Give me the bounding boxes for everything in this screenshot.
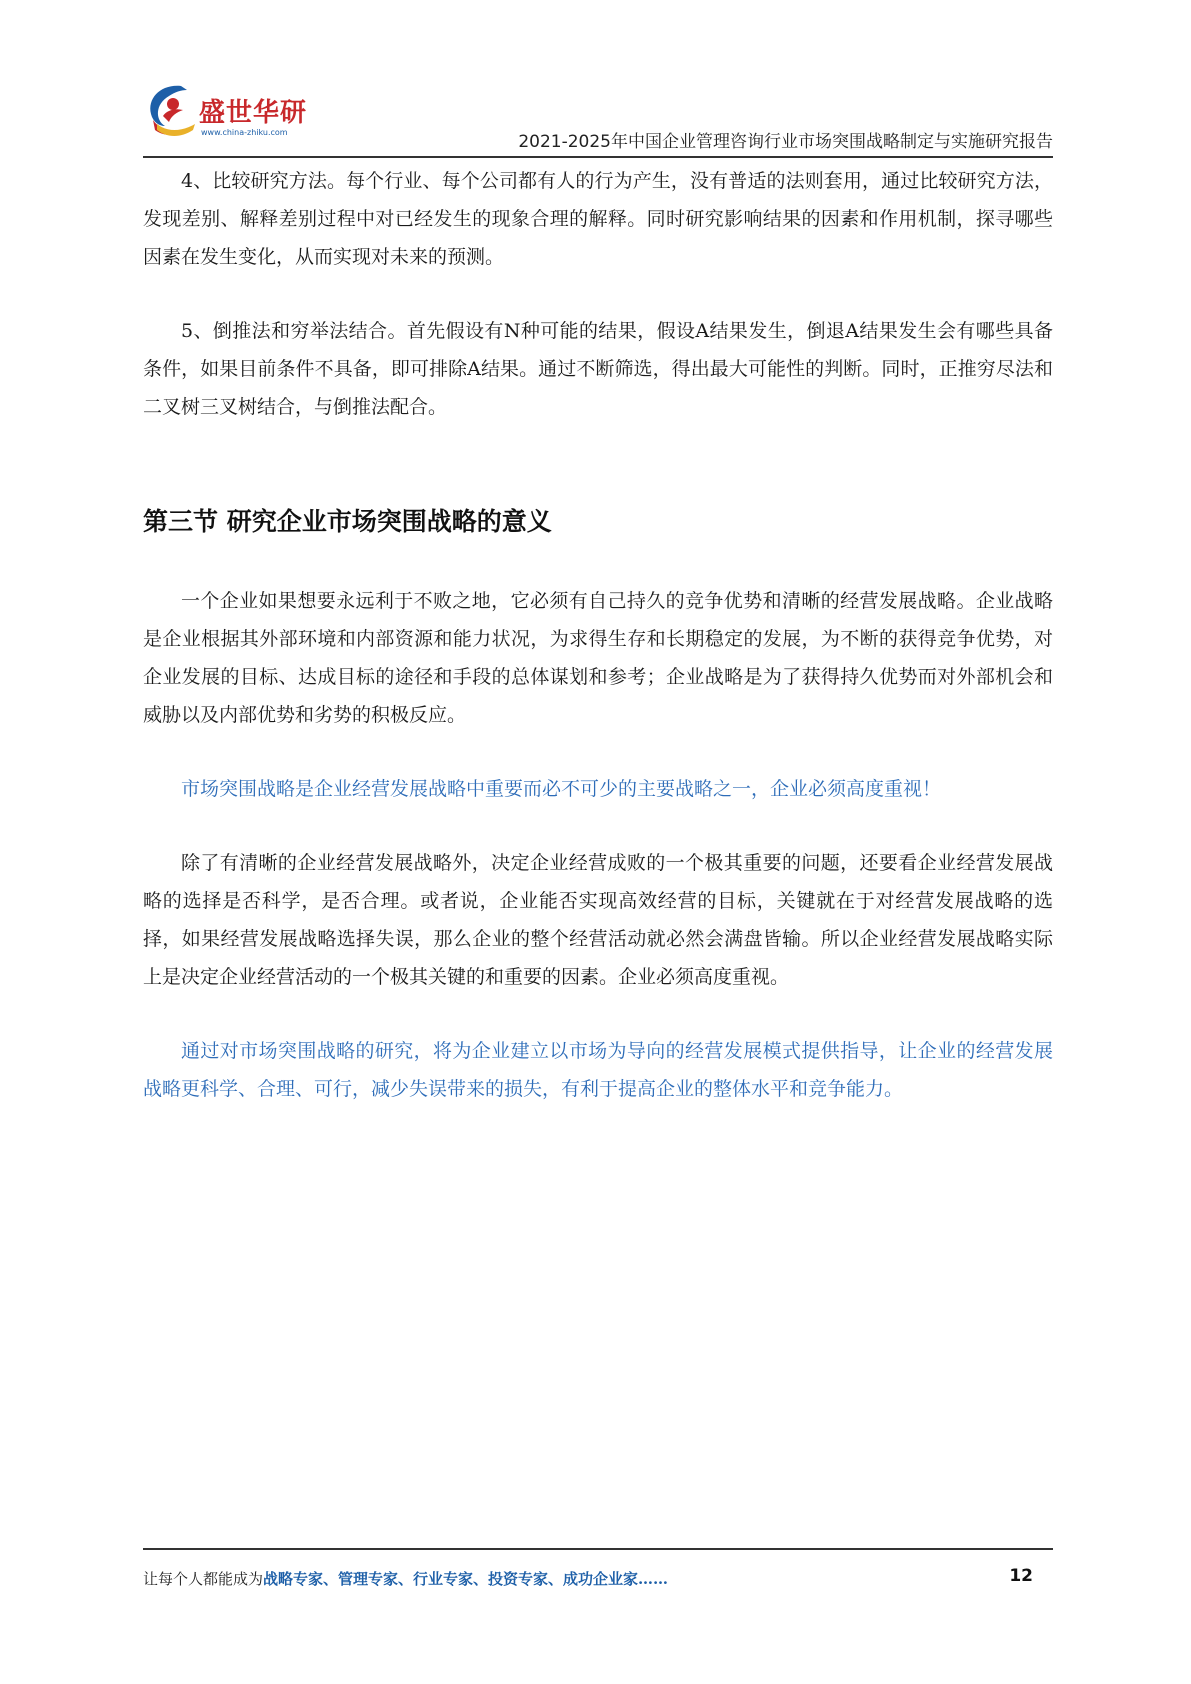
page-content	[143, 162, 1053, 1108]
logo-url: www.china-zhiku.com	[201, 128, 288, 137]
page-header	[143, 80, 1053, 158]
footer-slogan	[143, 1568, 668, 1589]
highlight-strategy-importance: 市场突围战略是企业经营发展战略中重要而必不可少的主要战略之一，企业必须高度重视！	[181, 778, 942, 800]
slogan-emphasis: 战略专家、管理专家、行业专家、投资专家、成功企业家……	[263, 1570, 669, 1588]
page-number: 12	[1009, 1566, 1033, 1586]
company-logo	[143, 80, 333, 150]
paragraph-strategy-choice: 除了有清晰的企业经营发展战略外，决定企业经营成败的一个极其重要的问题，还要看企业经营发展战略的选择是否科学，是否合理。或者说，企业能否实现高效经营的目标，关键就在于对经营发展战略的选择，如果经营发展战略选择失误，那么企业的整个经营活动就必然会满盘皆输。所以企业经营发展战略实际上是决定企业经营活动的一个极其关键的和重要的因素。企业必须高度重视。	[143, 852, 1053, 988]
logo-emblem-icon	[143, 80, 203, 144]
highlight-research-value: 通过对市场突围战略的研究，将为企业建立以市场为导向的经营发展模式提供指导，让企业的经营发展战略更科学、合理、可行，减少失误带来的损失，有利于提高企业的整体水平和竞争能力。	[143, 1040, 1053, 1100]
page-footer	[143, 1548, 1053, 1600]
report-title: 2021-2025年中国企业管理咨询行业市场突围战略制定与实施研究报告	[518, 132, 1053, 152]
section-title: 第三节 研究企业市场突围战略的意义	[143, 507, 552, 536]
logo-name: 盛世华研	[199, 98, 308, 128]
paragraph-strategy-intro: 一个企业如果想要永远利于不败之地，它必须有自己持久的竞争优势和清晰的经营发展战略。企业战略是企业根据其外部环境和内部资源和能力状况，为求得生存和长期稳定的发展，为不断的获得竞争优势，对企业发展的目标、达成目标的途径和手段的总体谋划和参考；企业战略是为了获得持久优势而对外部机会和威胁以及内部优势和劣势的积极反应。	[143, 590, 1053, 726]
paragraph-backward-reasoning: 5、倒推法和穷举法结合。首先假设有N种可能的结果，假设A结果发生，倒退A结果发生会有哪些具备条件，如果目前条件不具备，即可排除A结果。通过不断筛选，得出最大可能性的判断。同时，正推穷尽法和二叉树三叉树结合，与倒推法配合。	[143, 320, 1053, 418]
slogan-prefix: 让每个人都能成为	[143, 1570, 264, 1588]
paragraph-comparative-method: 4、比较研究方法。每个行业、每个公司都有人的行为产生，没有普适的法则套用，通过比较研究方法，发现差别、解释差别过程中对已经发生的现象合理的解释。同时研究影响结果的因素和作用机制，探寻哪些因素在发生变化，从而实现对未来的预测。	[143, 170, 1053, 268]
